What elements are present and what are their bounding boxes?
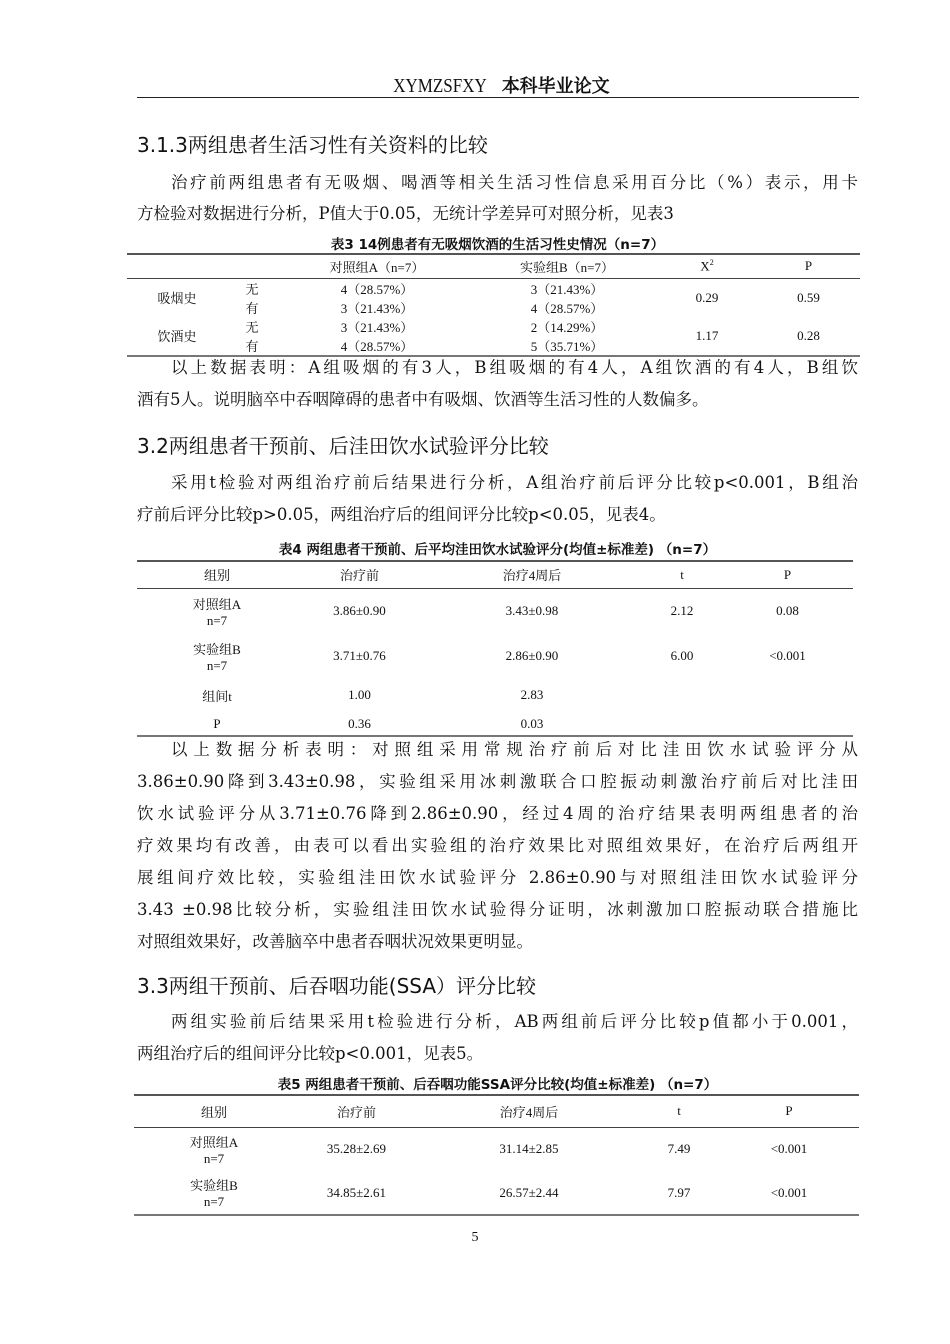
table4 [137,560,853,737]
th: P [785,1103,793,1119]
th: 治疗前 [336,1104,376,1120]
table5-caption: 表5 两组患者干预前、后吞咽功能SSA评分比较(均值±标准差) （n=7） [277,1077,718,1093]
cell: 2.12 [670,603,694,619]
cell: 7.97 [667,1184,691,1200]
row-label: 饮酒史 [157,329,197,344]
table4-caption: 表4 两组患者干预前、后平均洼田饮水试验评分(均值±标准差) （n=7） [278,542,717,558]
table3 [127,253,860,357]
paragraph-line: 3.86±0.90降到3.43±0.98，实验组采用冰刺激联合口腔振动刺激治疗前后对比洼田 [137,772,858,791]
cell: 4（28.57%） [530,300,604,316]
header-title: 本科毕业论文 [501,76,610,97]
paragraph-line: 采用t检验对两组治疗前后结果进行分析，A组治疗前后评分比较p<0.001，B组治 [171,473,858,492]
cell: 34.85±2.61 [326,1184,387,1200]
cell: 3.86±0.90 [333,603,386,619]
section-heading-3-1-3: 3.1.3两组患者生活习性有关资料的比较 [137,133,488,157]
th: 治疗前 [339,568,379,584]
section-heading-3-3: 3.3两组干预前、后吞咽功能(SSA）评分比较 [137,974,537,998]
cell: 0.28 [797,327,820,343]
th: 实验组B（n=7） [519,259,614,275]
cell: 4（28.57%） [340,338,414,354]
cell: 0.59 [797,289,820,305]
table5 [134,1094,859,1216]
header-latin: XYMZSFXY [393,75,488,97]
th-x2: $X^2$ [700,258,714,274]
th: 组别 [203,568,230,584]
paragraph-line: 饮水试验评分从3.71±0.76降到2.86±0.90，经过4周的治疗结果表明两组患者的治 [137,804,858,823]
cell: 35.28±2.69 [326,1141,387,1157]
paragraph-line: 疗前后评分比较p>0.05，两组治疗后的组间评分比较p<0.05，见表4。 [137,505,666,524]
cell: 无 [245,319,259,335]
row-label: 实验组B n=7 [193,641,241,673]
th [227,254,277,278]
cell: <0.001 [770,1184,808,1200]
th: 组别 [200,1104,227,1120]
table3-caption: 表3 14例患者有无吸烟饮酒的生活习性史情况（n=7） [330,237,665,253]
cell: 3（21.43%） [340,319,414,335]
cell: 31.14±2.85 [499,1141,559,1157]
th: P [783,566,792,582]
paragraph-line: 两组实验前后结果采用t检验进行分析，AB两组前后评分比较p值都小于0.001， [171,1012,858,1031]
row-label: 组间t [202,688,232,704]
cell: 2（14.29%） [530,319,604,335]
th: 治疗4周后 [499,1104,559,1120]
cell: <0.001 [769,648,806,663]
paragraph-line: 疗效果均有改善，由表可以看出实验组的治疗效果比对照组效果好，在治疗后两组开 [137,836,858,855]
row-label: 实验组B n=7 [190,1178,238,1209]
row-label: 对照组A n=7 [192,596,242,628]
row-label: P [213,715,221,731]
cell: 26.57±2.44 [499,1184,559,1200]
paragraph-line: 方检验对数据进行分析，P值大于0.05，无统计学差异可对照分析，见表3 [137,204,674,223]
running-header [137,72,858,98]
paragraph-line: 酒有5人。说明脑卒中吞咽障碍的患者中有吸烟、饮酒等生活习性的人数偏多。 [137,390,709,409]
section-heading-3-2: 3.2两组患者干预前、后洼田饮水试验评分比较 [137,434,549,458]
paragraph-line: 展组间疗效比较，实验组洼田饮水试验评分 2.86±0.90与对照组洼田饮水试验评分 [137,868,858,887]
cell: 0.03 [520,715,544,731]
th: 对照组A（n=7） [329,259,425,275]
cell: 有 [245,300,259,316]
cell: 0.36 [348,715,371,731]
header-rule [137,97,859,98]
paragraph-line: 治疗前两组患者有无吸烟、喝酒等相关生活习性信息采用百分比（%）表示，用卡 [171,173,858,192]
paragraph-line: 两组治疗后的组间评分比较p<0.001，见表5。 [137,1044,484,1063]
cell: 3（21.43%） [340,300,414,316]
cell: 3（21.43%） [530,281,604,297]
cell: 7.49 [667,1141,691,1157]
cell: 有 [245,338,259,354]
th: t [680,566,684,582]
th [127,254,227,278]
cell: <0.001 [770,1141,808,1157]
cell: 0.08 [776,603,799,619]
cell: 4（28.57%） [340,281,414,297]
cell: 无 [245,281,259,297]
row-label: 吸烟史 [157,291,197,306]
paragraph-line: 以上数据分析表明：对照组采用常规治疗前后对比洼田饮水试验评分从 [171,740,858,759]
th: P [804,258,813,274]
row-label: 对照组A n=7 [189,1134,239,1166]
cell: 3.71±0.76 [333,648,386,663]
cell: 1.17 [695,327,719,343]
cell: 5（35.71%） [530,338,604,354]
cell: 2.83 [520,687,544,702]
paragraph-line: 3.43 ±0.98比较分析，实验组洼田饮水试验得分证明，冰刺激加口腔振动联合措施比 [137,900,858,919]
paragraph-line: 对照组效果好，改善脑卒中患者吞咽状况效果更明显。 [137,932,533,951]
page-number: 5 [471,1230,479,1245]
cell: 2.86±0.90 [505,648,559,663]
th: 治疗4周后 [502,568,562,584]
paragraph-line: 以上数据表明：A组吸烟的有3人，B组吸烟的有4人，A组饮酒的有4人，B组饮 [171,358,858,377]
th: t [677,1103,681,1119]
cell: 1.00 [348,687,371,702]
cell: 3.43±0.98 [505,603,559,619]
cell: 6.00 [670,648,694,663]
cell: 0.29 [695,289,719,305]
